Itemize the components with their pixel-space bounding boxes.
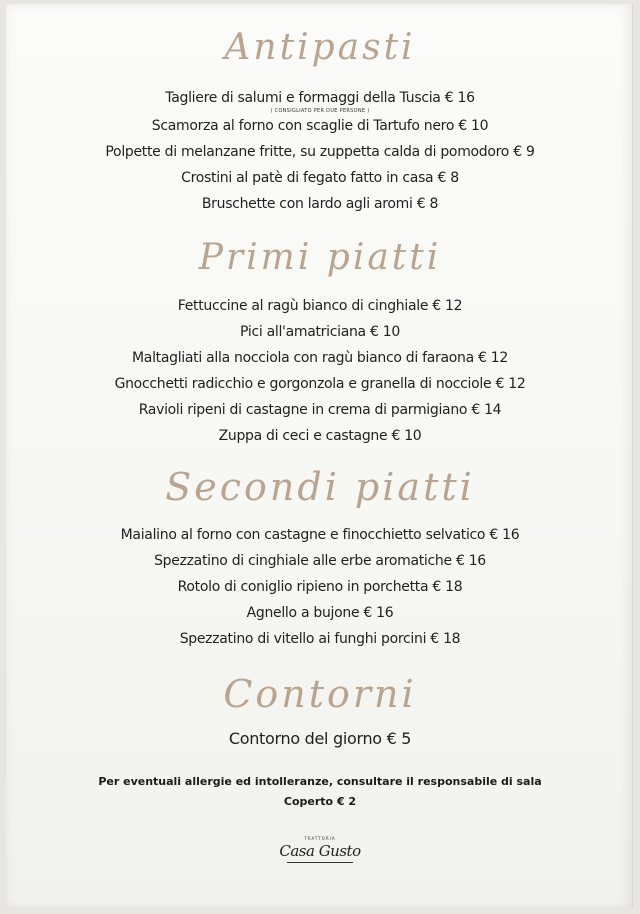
cover-charge: Coperto € 2 <box>283 795 357 808</box>
secondi-list <box>0 522 640 652</box>
serving-note: ( CONSIGLIATO PER DUE PERSONE ) <box>270 108 370 114</box>
logo-underline <box>287 862 353 863</box>
logo-name: Casa Gusto <box>279 842 361 860</box>
list-item: Agnello a bujone € 16 <box>246 605 394 621</box>
contorni-list <box>0 726 640 752</box>
list-item: Spezzatino di cinghiale alle erbe aromatiche € 16 <box>154 553 486 569</box>
primi-section <box>0 237 640 278</box>
primi-heading: Primi piatti <box>198 237 442 278</box>
primi-list <box>0 293 640 449</box>
contorni-heading: Contorni <box>223 672 417 716</box>
list-item: Spezzatino di vitello ai funghi porcini € 18 <box>179 631 461 647</box>
list-item: Maltagliati alla nocciola con ragù bianco di faraona € 12 <box>132 350 508 366</box>
antipasti-heading: Antipasti <box>224 27 416 68</box>
list-item: Crostini al patè di fegato fatto in casa € 8 <box>181 170 459 186</box>
restaurant-logo <box>0 836 640 884</box>
contorni-section <box>0 672 640 716</box>
allergy-notice: Per eventuali allergie ed intolleranze, consultare il responsabile di sala <box>98 775 542 788</box>
list-item: Ravioli ripeni di castagne in crema di parmigiano € 14 <box>138 402 502 418</box>
list-item: Contorno del giorno € 5 <box>228 729 412 748</box>
list-item: Fettuccine al ragù bianco di cinghiale € 12 <box>177 298 463 314</box>
logo-subtitle: TRATTORIA <box>304 836 336 841</box>
list-item: Pici all'amatriciana € 10 <box>240 324 400 340</box>
secondi-heading: Secondi piatti <box>165 465 475 509</box>
list-item: Gnocchetti radicchio e gorgonzola e granella di nocciole € 12 <box>114 376 526 392</box>
list-item: Bruschette con lardo agli aromi € 8 <box>201 196 439 212</box>
list-item: Rotolo di coniglio ripieno in porchetta € 18 <box>177 579 463 595</box>
list-item: Scamorza al forno con scaglie di Tartufo nero € 10 <box>151 118 489 134</box>
list-item: Zuppa di ceci e castagne € 10 <box>218 428 422 444</box>
list-item: Polpette di melanzane fritte, su zuppetta calda di pomodoro € 9 <box>105 144 535 160</box>
list-item: Tagliere di salumi e formaggi della Tuscia € 16 <box>165 90 475 106</box>
footer-notices <box>0 772 640 812</box>
antipasti-section <box>0 27 640 68</box>
antipasti-list <box>0 85 640 217</box>
secondi-section <box>0 465 640 509</box>
list-item: Maialino al forno con castagne e finocchietto selvatico € 16 <box>120 527 520 543</box>
